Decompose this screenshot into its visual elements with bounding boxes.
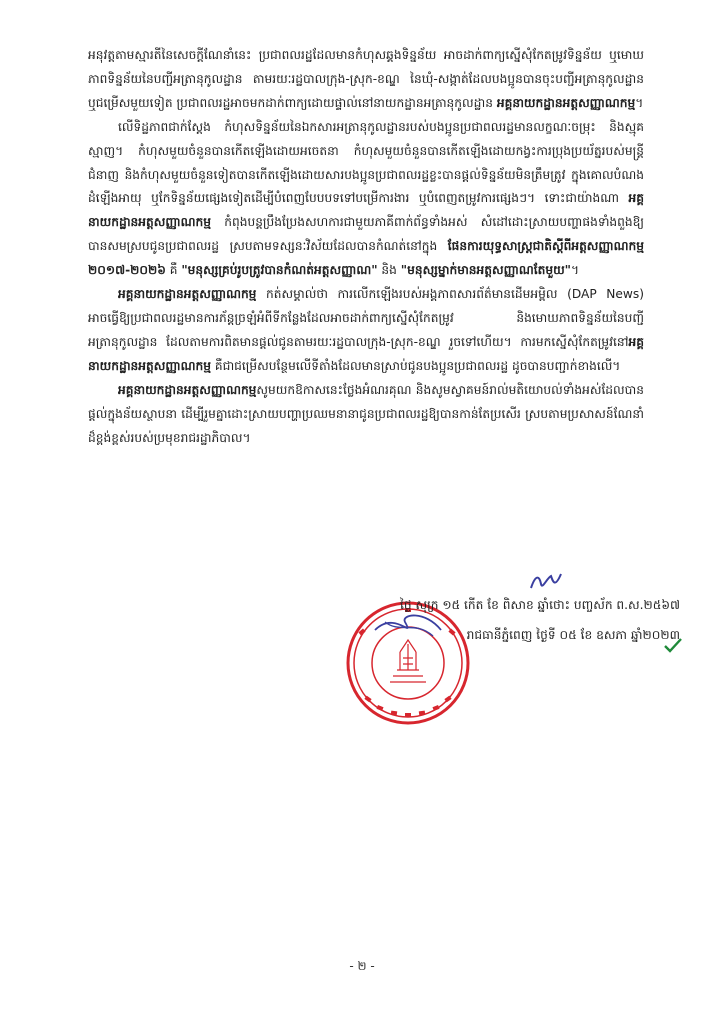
letter-body <box>88 44 644 450</box>
bold-text: "មនុស្សម្នាក់មានអត្តសញ្ញាណតែមួយ" <box>400 263 572 278</box>
bold-text: អគ្គនាយកដ្ឋានអត្តសញ្ញាណកម្ម <box>118 382 257 397</box>
place-date-line: រាជធានីភ្នំពេញ ថ្ងៃទី ០៥ ខែ ឧសភា ឆ្នាំ២០២៣ <box>466 628 680 642</box>
paragraph <box>88 379 644 451</box>
paragraph <box>88 44 644 116</box>
check-mark <box>662 636 684 654</box>
lunar-date-line: ថ្ងៃ សុក្រ ១៥ កើត ខែ ពិសាខ ឆ្នាំថោះ បញ្ចស័ក ព.ស.២៥៦៧ <box>400 598 680 612</box>
bold-text: អគ្គនាយកដ្ឋានអត្តសញ្ញាណកម្ម <box>118 287 257 302</box>
bold-text: "មនុស្សគ្រប់រូបត្រូវបានកំណត់អត្តសញ្ញាណ" <box>181 263 378 278</box>
bold-text: អគ្គនាយកដ្ឋានអត្តសញ្ញាណកម្ម <box>496 95 636 110</box>
text-run: គឺជាជម្រើសបន្ថែមលើទីតាំងដែលមានស្រាប់ជូនបងប្អូនប្រជាពលរដ្ឋ ដូចបានបញ្ជាក់ខាងលើ។ <box>210 358 621 373</box>
paragraph <box>88 283 644 379</box>
bold-text: ផែនការយុទ្ធសាស្ត្រជាតិស្ដីពីអត្តសញ្ញាណកម្ម ២០១៧-២០២៦ <box>88 239 644 278</box>
text-run: កំពុងបន្តប្រឹងប្រែងសហការជាមួយភាគីពាក់ព័ន្ធទាំងអស់ សំដៅដោះស្រាយបញ្ហាផងទាំងពួងឱ្យបានសមស្របជូនប្រជាពលរដ្ឋ ស្របតាមទស្សនៈវិស័យដែលបានកំណត់នៅក្នុង <box>88 215 644 254</box>
text-run: សូមយកឱកាសនេះថ្លែងអំណរគុណ និងសូមស្វាគមន៍រាល់មតិយោបល់ទាំងអស់ដែលបានផ្ដល់ក្នុងន័យស្ថាបនា ដើម្បីរួមគ្នាដោះស្រាយបញ្ហាប្រឈមនានាជូនប្រជាពលរដ្ឋឱ្យបានកាន់តែប្រសើរ ស្របតាមប្រសាសន៍ណែនាំដ៏ខ្ពង់ខ្ពស់របស់ប្រមុខរាជរដ្ឋាភិបាល។ <box>88 382 644 445</box>
text-run: គឺ <box>165 263 182 278</box>
text-run: ។ <box>635 95 644 110</box>
paragraph <box>88 116 644 283</box>
text-run: ។ <box>571 263 580 278</box>
text-run: និង <box>377 263 401 278</box>
text-run: កត់សម្គាល់ថា ការលើកឡើងរបស់អង្គភាពសារព័ត៌មានដើមអម្ពិល (DAP News) អាចធ្វើឱ្យប្រជាពលរដ្ឋមានការភ័ន្តច្រឡំអំពីទីកន្លែងដែលអាចដាក់ពាក្យស្នើសុំកែតម្រូវ និងមោឃភាពទិន្នន័យនៃបញ្ជីអត្រានុកូលដ្ឋាន ដែលតាមការពិតមានផ្ដល់ជូនតាមរយៈរដ្ឋបាលក្រុង-ស្រុក-ខណ្ឌ រួចទៅហើយ។ ការមកស្នើសុំកែតម្រូវនៅ <box>88 287 644 349</box>
text-run: លើទិដ្ឋភាពជាក់ស្ដែង កំហុសទិន្នន័យនៃឯកសារអត្រានុកូលដ្ឋានរបស់បងប្អូនប្រជាពលរដ្ឋមានលក្ខណៈចម្រុះ និងស្មុគស្មាញ។ កំហុសមួយចំនួនបានកើតឡើងដោយអចេតនា កំហុសមួយចំនួនបានកើតឡើងដោយកង្វះការប្រុងប្រយ័ត្នរបស់មន្ត្រីជំនាញ និងកំហុសមួយចំនួនទៀតបានកើតឡើងដោយសារបងប្អូនប្រជាពលរដ្ឋខ្លះបានផ្ដល់ទិន្នន័យមិនត្រឹមត្រូវ ក្នុងគោលបំណងដំឡើងអាយុ ឬកែទិន្នន័យផ្សេងទៀតដើម្បីបំពេញបែបបទទៅបម្រើការងារ ឬបំពេញតម្រូវការផ្សេងៗ។ ទោះជាយ៉ាងណា <box>88 119 644 206</box>
signature-block <box>380 590 680 650</box>
page-number: - ២ - <box>349 959 375 973</box>
text-run: អនុវត្តតាមស្មារតីនៃសេចក្ដីណែនាំនេះ ប្រជាពលរដ្ឋដែលមានកំហុសឆ្គងទិន្នន័យ អាចដាក់ពាក្យស្នើសុំកែតម្រូវទិន្នន័យ ឬមោឃភាពទិន្នន័យនៃបញ្ជីអត្រានុកូលដ្ឋាន តាមរយៈរដ្ឋបាលក្រុង-ស្រុក-ខណ្ឌ នៃឃុំ-សង្កាត់ដែលបងប្អូនបានចុះបញ្ជីអត្រានុកូលដ្ឋាន ឬជម្រើសមួយទៀត ប្រជាពលរដ្ឋអាចមកដាក់ពាក្យដោយផ្ទាល់នៅនាយកដ្ឋានអត្រានុកូលដ្ឋាន <box>88 48 644 110</box>
bold-text: អគ្គនាយកដ្ឋានអត្តសញ្ញាណកម្ម <box>88 191 644 230</box>
bold-text: អគ្គនាយកដ្ឋានអត្តសញ្ញាណកម្ម <box>88 334 644 373</box>
